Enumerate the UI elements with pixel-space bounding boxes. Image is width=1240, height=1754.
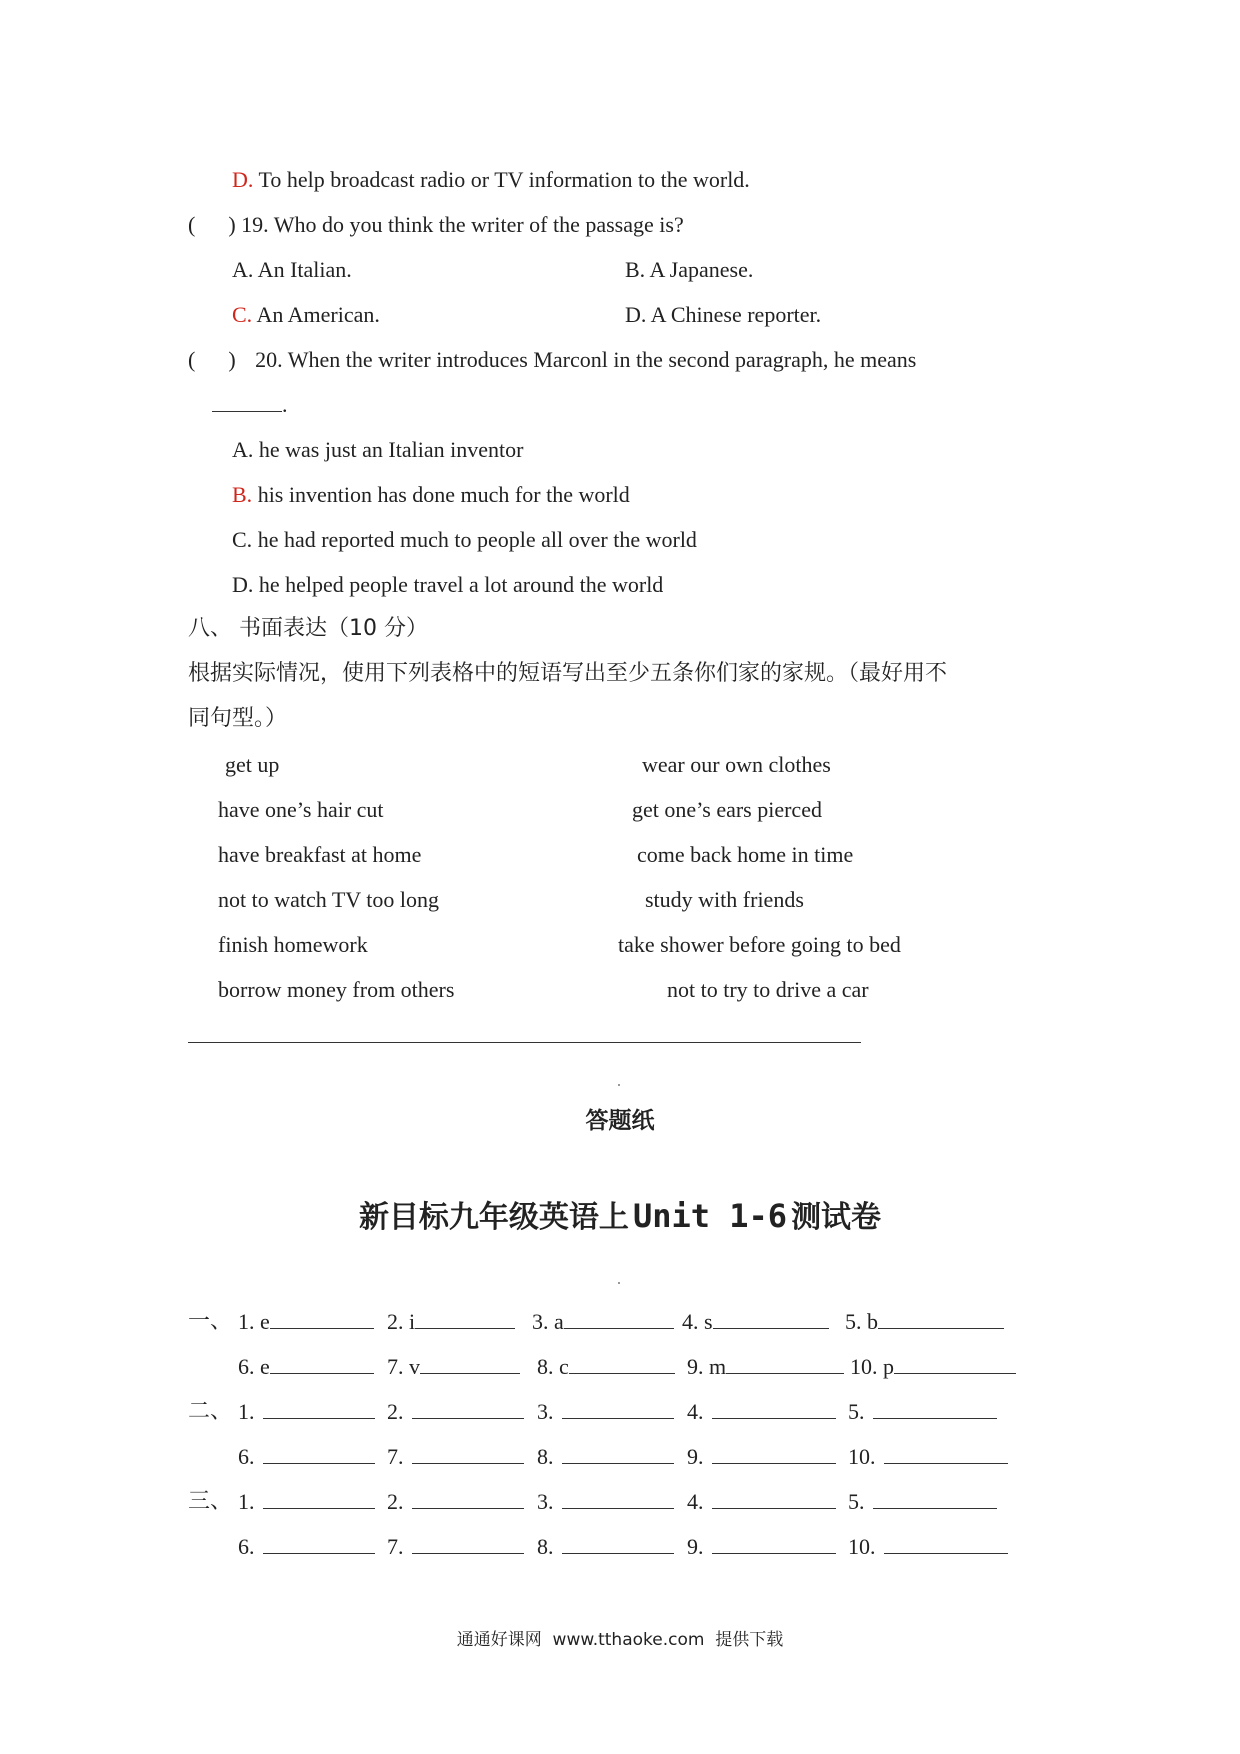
section-8-instruction: 根据实际情况，使用下列表格中的短语写出至少五条你们家的家规。（最好用不: [188, 661, 948, 686]
answer-item-label: 4.: [687, 1489, 704, 1514]
answer-blank[interactable]: [270, 1308, 374, 1329]
option-text: A Chinese reporter.: [646, 302, 822, 327]
answer-item-label: 10. p: [850, 1354, 894, 1379]
answer-item: [850, 1352, 1016, 1382]
q20-blank-line: [212, 390, 288, 420]
answer-blank[interactable]: [712, 1488, 836, 1509]
answer-blank[interactable]: [263, 1488, 375, 1509]
answer-blank[interactable]: [412, 1533, 524, 1554]
q20-option-c: [232, 525, 697, 555]
option-text: he helped people travel a lot around the world: [253, 572, 664, 597]
section-label-2: 二、: [188, 1399, 233, 1424]
answer-item: [687, 1352, 844, 1382]
answer-item-label: 6.: [238, 1444, 255, 1469]
section-label-3: 三、: [188, 1489, 233, 1514]
answer-blank[interactable]: [564, 1308, 674, 1329]
answer-item: [682, 1307, 829, 1337]
answer-blank[interactable]: [712, 1533, 836, 1554]
phrase-right-5: take shower before going to bed: [618, 932, 901, 957]
q19-option-b: [625, 255, 753, 285]
answer-item: [687, 1397, 836, 1427]
answer-item-label: 4. s: [682, 1309, 713, 1334]
option-text: To help broadcast radio or TV information to the world.: [253, 167, 750, 192]
answer-item-label: 7.: [387, 1534, 404, 1559]
answer-item: [387, 1397, 524, 1427]
phrase-left-5: finish homework: [218, 932, 368, 957]
answer-blank[interactable]: [412, 1398, 524, 1419]
option-text: his invention has done much for the world: [252, 482, 630, 507]
answer-blank[interactable]: [263, 1533, 375, 1554]
answer-item: [537, 1487, 674, 1517]
answer-item-label: 7. v: [387, 1354, 420, 1379]
answer-blank[interactable]: [415, 1308, 515, 1329]
phrase-left-2: have one’s hair cut: [218, 797, 384, 822]
answer-item-label: 4.: [687, 1399, 704, 1424]
answer-blank[interactable]: [412, 1443, 524, 1464]
answer-item: [387, 1352, 520, 1382]
answer-item-label: 10.: [848, 1534, 876, 1559]
answer-blank[interactable]: [894, 1353, 1016, 1374]
answer-item: [848, 1397, 997, 1427]
title-prefix: 新目标九年级英语上: [358, 1200, 629, 1235]
answer-blank[interactable]: [878, 1308, 1004, 1329]
title-unit: Unit 1-6: [632, 1197, 788, 1235]
answer-item-label: 3.: [537, 1399, 554, 1424]
answer-item: [387, 1442, 524, 1472]
answer-item: [387, 1487, 524, 1517]
option-text: An American.: [252, 302, 380, 327]
answer-item-label: 2.: [387, 1489, 404, 1514]
answer-sheet-title: [0, 1196, 1240, 1240]
q20-option-a: [232, 435, 523, 465]
q19-option-a: [232, 255, 352, 285]
answer-blank[interactable]: [263, 1443, 375, 1464]
answer-blank[interactable]: [884, 1443, 1008, 1464]
answer-item-label: 5.: [848, 1489, 865, 1514]
answer-item: [848, 1442, 1008, 1472]
answer-blank: [212, 391, 282, 412]
section-8-instruction-cont: 同句型。）: [188, 706, 288, 731]
phrase-right-4: study with friends: [645, 887, 804, 912]
question-stem: 19. Who do you think the writer of the passage is?: [241, 212, 684, 237]
answer-item-label: 1.: [238, 1399, 255, 1424]
option-letter: D.: [625, 302, 647, 327]
answer-blank[interactable]: [713, 1308, 829, 1329]
answer-item: [848, 1487, 997, 1517]
q20-option-d: [232, 570, 663, 600]
answer-item: [537, 1397, 674, 1427]
phrase-left-4: not to watch TV too long: [218, 887, 440, 912]
option-letter: D.: [232, 167, 254, 192]
answer-blank[interactable]: [712, 1443, 836, 1464]
answer-item-label: 2.: [387, 1399, 404, 1424]
answer-item: [537, 1442, 674, 1472]
answer-item-label: 9.: [687, 1444, 704, 1469]
answer-item-label: 10.: [848, 1444, 876, 1469]
answer-blank[interactable]: [412, 1488, 524, 1509]
answer-item-label: 5.: [848, 1399, 865, 1424]
answer-item-label: 8.: [537, 1534, 554, 1559]
answer-item: [848, 1532, 1008, 1562]
answer-blank[interactable]: [562, 1488, 674, 1509]
page-footer: 通通好课网 www.tthaoke.com 提供下载: [456, 1630, 784, 1650]
answer-blank[interactable]: [562, 1443, 674, 1464]
answer-item: [687, 1532, 836, 1562]
answer-item-label: 6. e: [238, 1354, 270, 1379]
answer-item: [238, 1532, 375, 1562]
option-letter: C.: [232, 302, 253, 327]
q20-option-b: [232, 480, 630, 510]
q19-option-d: [625, 300, 821, 330]
title-suffix: 测试卷: [791, 1200, 882, 1235]
answer-item-label: 9.: [687, 1534, 704, 1559]
option-text: he had reported much to people all over the world: [252, 527, 697, 552]
option-letter: B.: [232, 482, 253, 507]
answer-item: [537, 1532, 674, 1562]
answer-paren: ( ): [188, 212, 236, 237]
answer-blank[interactable]: [420, 1353, 520, 1374]
option-text: he was just an Italian inventor: [253, 437, 524, 462]
option-text: A Japanese.: [645, 257, 754, 282]
q19-option-c: [232, 300, 380, 330]
answer-item-label: 1. e: [238, 1309, 270, 1334]
answer-item: [238, 1487, 375, 1517]
answer-blank[interactable]: [873, 1488, 997, 1509]
phrase-right-6: not to try to drive a car: [667, 977, 869, 1002]
answer-item: [845, 1307, 1004, 1337]
answer-item-label: 7.: [387, 1444, 404, 1469]
answer-item: [387, 1307, 515, 1337]
answer-blank[interactable]: [263, 1398, 375, 1419]
option-text: An Italian.: [253, 257, 352, 282]
question-stem: 20. When the writer introduces Marconl in the second paragraph, he means: [255, 347, 917, 372]
option-letter: D.: [232, 572, 254, 597]
answer-item-label: 6.: [238, 1534, 255, 1559]
phrase-right-3: come back home in time: [637, 842, 854, 867]
answer-blank[interactable]: [562, 1398, 674, 1419]
option-letter: A.: [232, 437, 254, 462]
q19-stem-row: [188, 210, 684, 240]
blank-tail: .: [282, 392, 288, 417]
phrase-left-6: borrow money from others: [218, 977, 455, 1002]
answer-paren: ( ): [188, 347, 236, 372]
answer-item-label: 8.: [537, 1444, 554, 1469]
answer-item-label: 5. b: [845, 1309, 878, 1334]
q18-option-d: [232, 165, 750, 195]
answer-item: [238, 1352, 374, 1382]
option-letter: B.: [625, 257, 646, 282]
answer-item-label: 9. m: [687, 1354, 727, 1379]
answer-item: [537, 1352, 675, 1382]
answer-item-label: 3.: [537, 1489, 554, 1514]
answer-blank[interactable]: [884, 1533, 1008, 1554]
answer-item: [238, 1397, 375, 1427]
answer-item: [532, 1307, 674, 1337]
answer-item: [687, 1487, 836, 1517]
phrase-left-3: have breakfast at home: [218, 842, 422, 867]
answer-item: [687, 1442, 836, 1472]
q20-stem-row: [188, 345, 916, 375]
answer-item: [238, 1442, 375, 1472]
answer-item: [387, 1532, 524, 1562]
answer-sheet-label: 答题纸: [585, 1108, 655, 1134]
writing-line: [188, 1042, 861, 1043]
option-letter: C.: [232, 527, 253, 552]
answer-blank[interactable]: [726, 1353, 844, 1374]
answer-item: [238, 1307, 374, 1337]
answer-item-label: 8. c: [537, 1354, 569, 1379]
phrase-right-2: get one’s ears pierced: [632, 797, 822, 822]
section-8-title: 八、 书面表达（10 分）: [188, 616, 428, 641]
answer-item-label: 1.: [238, 1489, 255, 1514]
answer-blank[interactable]: [873, 1398, 997, 1419]
phrase-right-1: wear our own clothes: [642, 752, 831, 777]
answer-blank[interactable]: [569, 1353, 675, 1374]
section-label-1: 一、: [188, 1309, 233, 1334]
answer-blank[interactable]: [712, 1398, 836, 1419]
page-mark: [618, 1282, 620, 1284]
answer-item-label: 3. a: [532, 1309, 564, 1334]
answer-item-label: 2. i: [387, 1309, 416, 1334]
answer-blank[interactable]: [562, 1533, 674, 1554]
page-mark: [618, 1084, 620, 1086]
phrase-left-1: get up: [225, 752, 280, 777]
answer-blank[interactable]: [270, 1353, 374, 1374]
option-letter: A.: [232, 257, 254, 282]
